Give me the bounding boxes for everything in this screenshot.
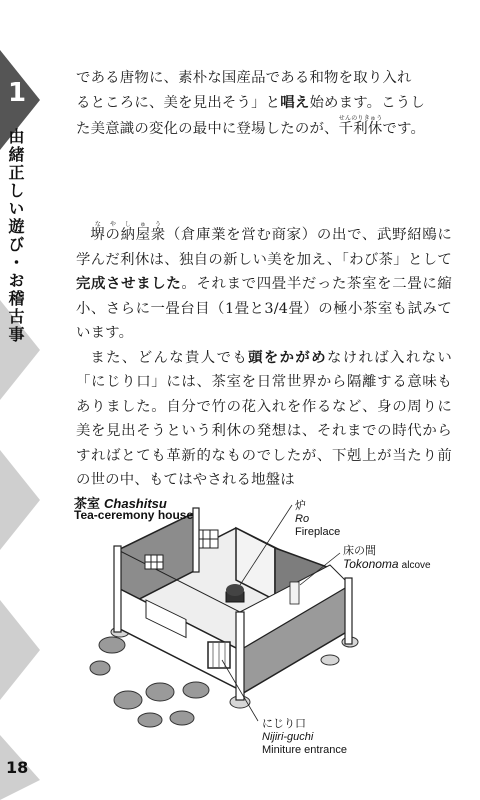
page-number: 18 — [6, 758, 29, 777]
label-nijiri-guchi: にじり口 Nijiri-guchi Miniture entrance — [262, 718, 347, 756]
kettle — [226, 584, 244, 596]
text-line: た美意識の変化の最中に登場したのが、千利休せんのりきゅうです。 — [76, 115, 426, 137]
bold-term: 頭をかがめ — [248, 349, 327, 366]
tokonoma-scroll — [290, 582, 299, 604]
bold-term: 完成させました — [76, 276, 182, 292]
text-line: である唐物に、素朴な国産品である和物を取り入れ — [76, 70, 412, 86]
paragraph: 堺の納屋衆なやしゅう（倉庫業を営む商家）の出で、武野紹鴎に学んだ利休は、独自の新しい美を加え、「わび茶」として完成させました。それまで四畳半だった茶室を二畳に縮小、さらに一畳台目（1畳と3/4畳）の極小茶室も試みています。 — [76, 221, 453, 341]
text-line: るところに、美を見出そう」と唱え始めます。こうし — [76, 94, 426, 111]
paragraph: また、どんな貴人でも頭をかがめなければ入れない「にじり口」には、茶室を日常世界から隔離する意味もありました。自分で竹の花入れを作るなど、身の周りに美を見出そうという利休の発想は、それまでの時代からすればとても革新的なものでしたが、下剋上が当たり前の世の中、もてはやされる地盤は — [76, 349, 452, 488]
ruby-term: 千利休せんのりきゅう — [338, 115, 383, 137]
label-ro: 炉 Ro Fireplace — [295, 500, 341, 538]
chapter-number: 1 — [7, 78, 27, 108]
bold-term: 唱え — [280, 94, 310, 111]
ruby-term: 堺の納屋衆なやしゅう — [90, 221, 166, 243]
label-tokonoma: 床の間 Tokonoma alcove — [343, 545, 431, 571]
figure-subtitle: Tea-ceremony house — [74, 508, 194, 522]
chapter-title: 由緒正しい遊び・お稽古事 — [6, 128, 25, 344]
figure-title: 茶室 Chashitsu — [74, 496, 167, 511]
